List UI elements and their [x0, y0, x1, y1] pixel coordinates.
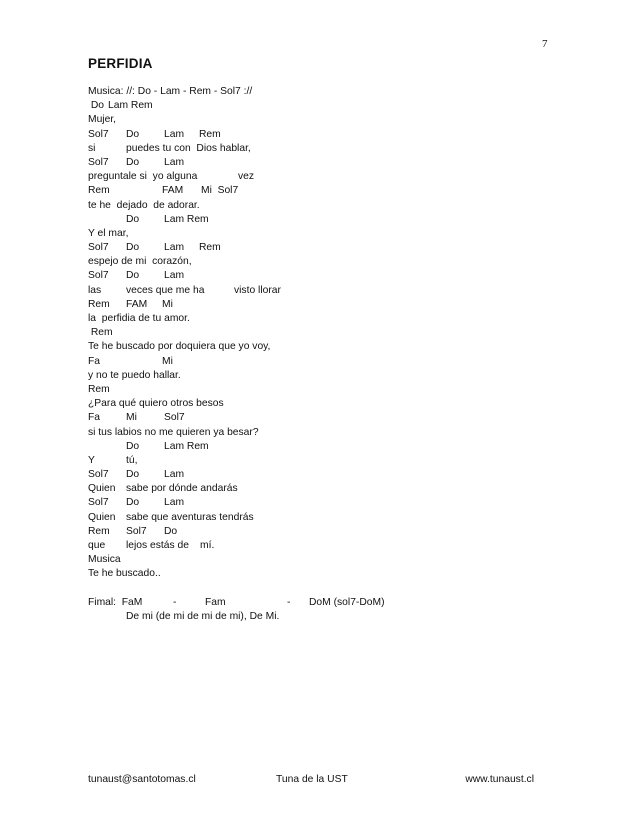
lyric-segment: Y el mar,	[88, 227, 129, 239]
lyric-segment: FAM	[126, 298, 148, 310]
lyric-segment: Do	[88, 100, 105, 112]
lyric-segment: Mi	[126, 412, 137, 424]
lyric-line	[88, 156, 568, 170]
lyric-segment: Te he buscado..	[88, 568, 161, 580]
lyric-line	[88, 326, 568, 340]
lyric-line	[88, 170, 568, 184]
lyric-segment: Sol7	[88, 497, 109, 509]
blank-line	[88, 582, 568, 596]
lyric-segment: puedes tu con Dios hablar,	[126, 142, 251, 154]
lyric-line	[88, 411, 568, 425]
lyric-line	[88, 85, 568, 99]
lyric-segment: Mi	[162, 355, 173, 367]
lyric-line	[88, 128, 568, 142]
lyric-segment: Rem	[88, 327, 113, 339]
lyric-segment: preguntale si yo alguna	[88, 171, 198, 183]
lyric-segment: Sol7	[164, 412, 185, 424]
lyric-line	[88, 99, 568, 113]
lyric-segment: Rem	[88, 298, 110, 310]
lyric-segment: si	[88, 142, 96, 154]
lyric-line	[88, 355, 568, 369]
lyric-segment: Do	[126, 128, 140, 140]
lyric-segment: Fa	[88, 412, 101, 424]
lyric-segment: Quien	[88, 483, 116, 495]
lyric-line	[88, 383, 568, 397]
lyric-segment: Lam Rem	[164, 213, 209, 225]
lyric-line	[88, 397, 568, 411]
lyric-segment: -	[173, 596, 177, 608]
lyric-segment: mí.	[200, 540, 215, 551]
lyric-segment: Rem	[199, 128, 221, 140]
lyric-segment: sabe que aventuras tendrás	[126, 511, 254, 523]
lyric-segment: Lam	[164, 270, 185, 282]
page-number: 7	[542, 38, 548, 50]
lyric-segment: -	[287, 596, 291, 608]
lyric-segment: si tus labios no me quieren ya besar?	[88, 426, 259, 438]
lyric-segment: Quien	[88, 511, 116, 523]
lyric-line	[88, 440, 568, 454]
lyric-segment: Rem	[88, 383, 110, 395]
lyric-line	[88, 255, 568, 269]
lyric-line	[88, 553, 568, 567]
lyric-line	[88, 312, 568, 326]
lyric-segment: Do	[126, 440, 140, 452]
lyric-segment: Rem	[199, 242, 221, 254]
lyric-segment: Mi Sol7	[201, 185, 239, 197]
lyric-line	[88, 454, 568, 468]
song-title: PERFIDIA	[88, 56, 153, 71]
lyric-line	[88, 426, 568, 440]
lyric-segment: Sol7	[88, 128, 109, 140]
lyric-line	[88, 340, 568, 354]
lyric-segment: Sol7	[88, 242, 109, 254]
lyric-segment: Do	[126, 156, 140, 168]
lyric-line	[88, 241, 568, 255]
lyric-line	[88, 496, 568, 510]
lyric-segment: vez	[238, 171, 255, 183]
lyric-segment: que	[88, 540, 106, 551]
lyric-line	[88, 298, 568, 312]
lyric-line	[88, 284, 568, 298]
lyric-segment: DoM (sol7-DoM)	[309, 596, 385, 608]
page-footer	[88, 774, 534, 788]
lyric-segment: Lam Rem	[108, 100, 153, 112]
lyric-segment: Fa	[88, 355, 101, 367]
lyric-segment: la perfidia de tu amor.	[88, 313, 190, 324]
lyric-segment: Fimal: FaM	[88, 596, 143, 608]
lyric-segment: ¿Para qué quiero otros besos	[88, 398, 224, 410]
lyric-segment: las	[88, 284, 102, 296]
lyric-segment: Do	[126, 469, 140, 481]
lyric-segment: Do	[126, 213, 140, 225]
lyric-segment: Lam	[164, 242, 185, 254]
lyric-line	[88, 539, 568, 553]
lyric-segment: Musica: //: Do - Lam - Rem - Sol7 ://	[88, 86, 253, 97]
lyric-segment: Te he buscado por doquiera que yo voy,	[88, 341, 271, 353]
lyric-line	[88, 596, 568, 610]
lyric-segment: Lam	[164, 156, 185, 168]
lyric-line	[88, 184, 568, 198]
footer-organization: Tuna de la UST	[276, 774, 348, 785]
lyric-segment: veces que me ha	[126, 284, 205, 296]
lyric-segment: De mi (de mi de mi de mi), De Mi.	[126, 610, 280, 622]
lyric-segment: y no te puedo hallar.	[88, 369, 181, 381]
lyric-segment: Sol7	[88, 156, 109, 168]
lyric-segment: Sol7	[126, 525, 147, 537]
lyric-line	[88, 567, 568, 581]
lyric-line	[88, 482, 568, 496]
lyric-segment: sabe por dónde andarás	[126, 483, 238, 495]
lyric-segment: Do	[126, 497, 140, 509]
lyric-line	[88, 269, 568, 283]
lyric-segment: FAM	[162, 185, 184, 197]
lyric-segment: Lam	[164, 497, 185, 509]
lyric-line	[88, 213, 568, 227]
lyric-segment: Mi	[162, 298, 173, 310]
lyric-line	[88, 511, 568, 525]
lyric-segment: visto llorar	[234, 284, 281, 296]
lyric-segment: Y	[88, 454, 95, 466]
lyric-line	[88, 227, 568, 241]
lyric-line	[88, 610, 568, 624]
lyric-segment: Rem	[88, 525, 110, 537]
lyric-segment: te he dejado de adorar.	[88, 199, 200, 211]
lyric-segment: Do	[126, 270, 140, 282]
lyric-line	[88, 468, 568, 482]
lyric-line	[88, 142, 568, 156]
lyric-line	[88, 525, 568, 539]
lyric-segment: Sol7	[88, 469, 109, 481]
lyric-segment: tú,	[126, 454, 138, 466]
lyric-segment: espejo de mi corazón,	[88, 256, 192, 268]
lyric-segment: Lam	[164, 128, 185, 140]
lyric-line	[88, 113, 568, 127]
footer-website: www.tunaust.cl	[465, 774, 534, 785]
lyric-line	[88, 199, 568, 213]
lyric-segment: lejos estás de	[126, 540, 189, 551]
lyric-segment: Rem	[88, 185, 110, 197]
lyrics-block	[88, 85, 568, 624]
lyric-line	[88, 369, 568, 383]
lyric-segment: Lam Rem	[164, 440, 209, 452]
footer-email: tunaust@santotomas.cl	[88, 774, 196, 785]
lyric-segment: Musica	[88, 554, 121, 566]
lyric-segment: Lam	[164, 469, 185, 481]
lyric-segment: Fam	[205, 596, 226, 608]
lyric-segment: Do	[164, 525, 178, 537]
lyric-segment: Sol7	[88, 270, 109, 282]
lyric-segment: Do	[126, 242, 140, 254]
lyric-segment: Mujer,	[88, 114, 117, 126]
